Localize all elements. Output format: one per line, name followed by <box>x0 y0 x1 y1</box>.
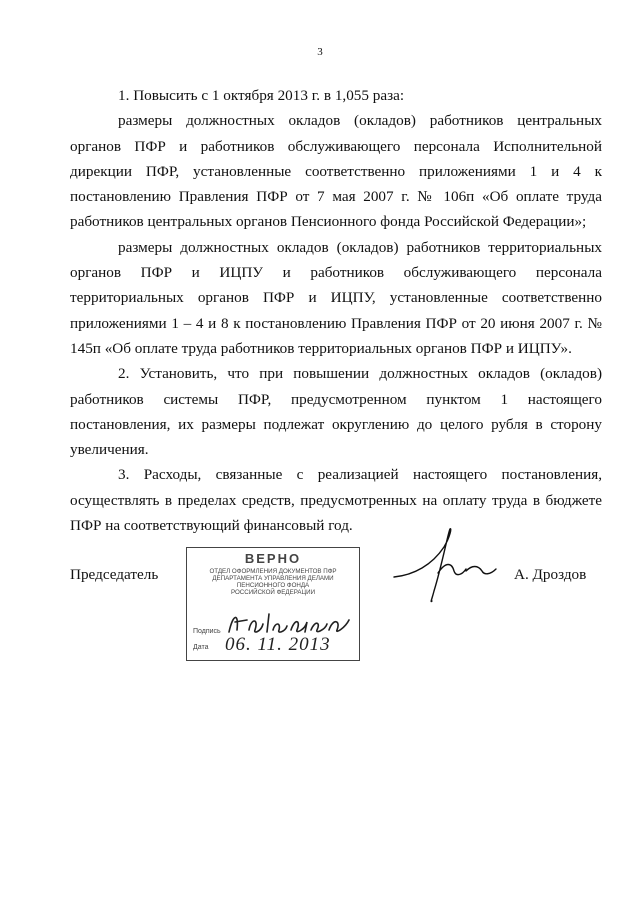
chairman-name: А. Дроздов <box>514 566 587 583</box>
stamp-title: ВЕРНО <box>244 551 302 566</box>
chairman-signature <box>392 525 502 610</box>
paragraph-1b: размеры должностных окладов (окладов) работников территориальных органов ПФР и ИЦПУ и работников обслуживающего персонала территориальных органов ПФР и ИЦПУ, установленные соответственно приложениями 1 – 4 и 8 к постановлению Правления ПФР от 20 июня 2007 г. № 145п «Об оплате труда работников территориальных органов ПФР и ИЦПУ». <box>70 238 602 357</box>
stamp-line: РОССИЙСКОЙ ФЕДЕРАЦИИ <box>230 589 316 596</box>
document-body <box>70 83 602 538</box>
stamp-date-label: Дата <box>193 644 209 651</box>
paragraph-1: 1. Повысить с 1 октября 2013 г. в 1,055 раза: <box>118 87 405 104</box>
paragraph-2: 2. Установить, что при повышении должностных окладов (окладов) работников системы ПФР, предусмотренном пунктом 1 настоящего постановления, их размеры подлежат округлению до целого рубля в сторону увеличения. <box>70 365 602 459</box>
stamp-signature-label: Подпись <box>193 628 221 635</box>
paragraph-3: 3. Расходы, связанные с реализацией настоящего постановления, осуществлять в пределах средств, предусмотренных на оплату труда в бюджете ПФР на соответствующий финансовый год. <box>70 466 602 535</box>
stamp-date: 06. 11. 2013 <box>225 634 331 655</box>
stamp-department <box>191 568 355 596</box>
stamp-line: ОТДЕЛ ОФОРМЛЕНИЯ ДОКУМЕНТОВ ПФР <box>209 568 337 575</box>
stamp-line: ПЕНСИОННОГО ФОНДА <box>236 582 310 589</box>
stamp-line: ДЕПАРТАМЕНТА УПРАВЛЕНИЯ ДЕЛАМИ <box>212 575 334 582</box>
certification-stamp <box>186 547 360 661</box>
paragraph-1a: размеры должностных окладов (окладов) работников центральных органов ПФР и работников обслуживающего персонала Исполнительной дирекции ПФР, установленные соответственно приложениями 1 и 4 к постановлению Правления ПФР от 7 мая 2007 г. № 106п «Об оплате труда работников центральных органов Пенсионного фонда Российской Федерации»; <box>70 112 602 231</box>
page-number: 3 <box>317 46 323 58</box>
chairman-title: Председатель <box>70 566 159 583</box>
